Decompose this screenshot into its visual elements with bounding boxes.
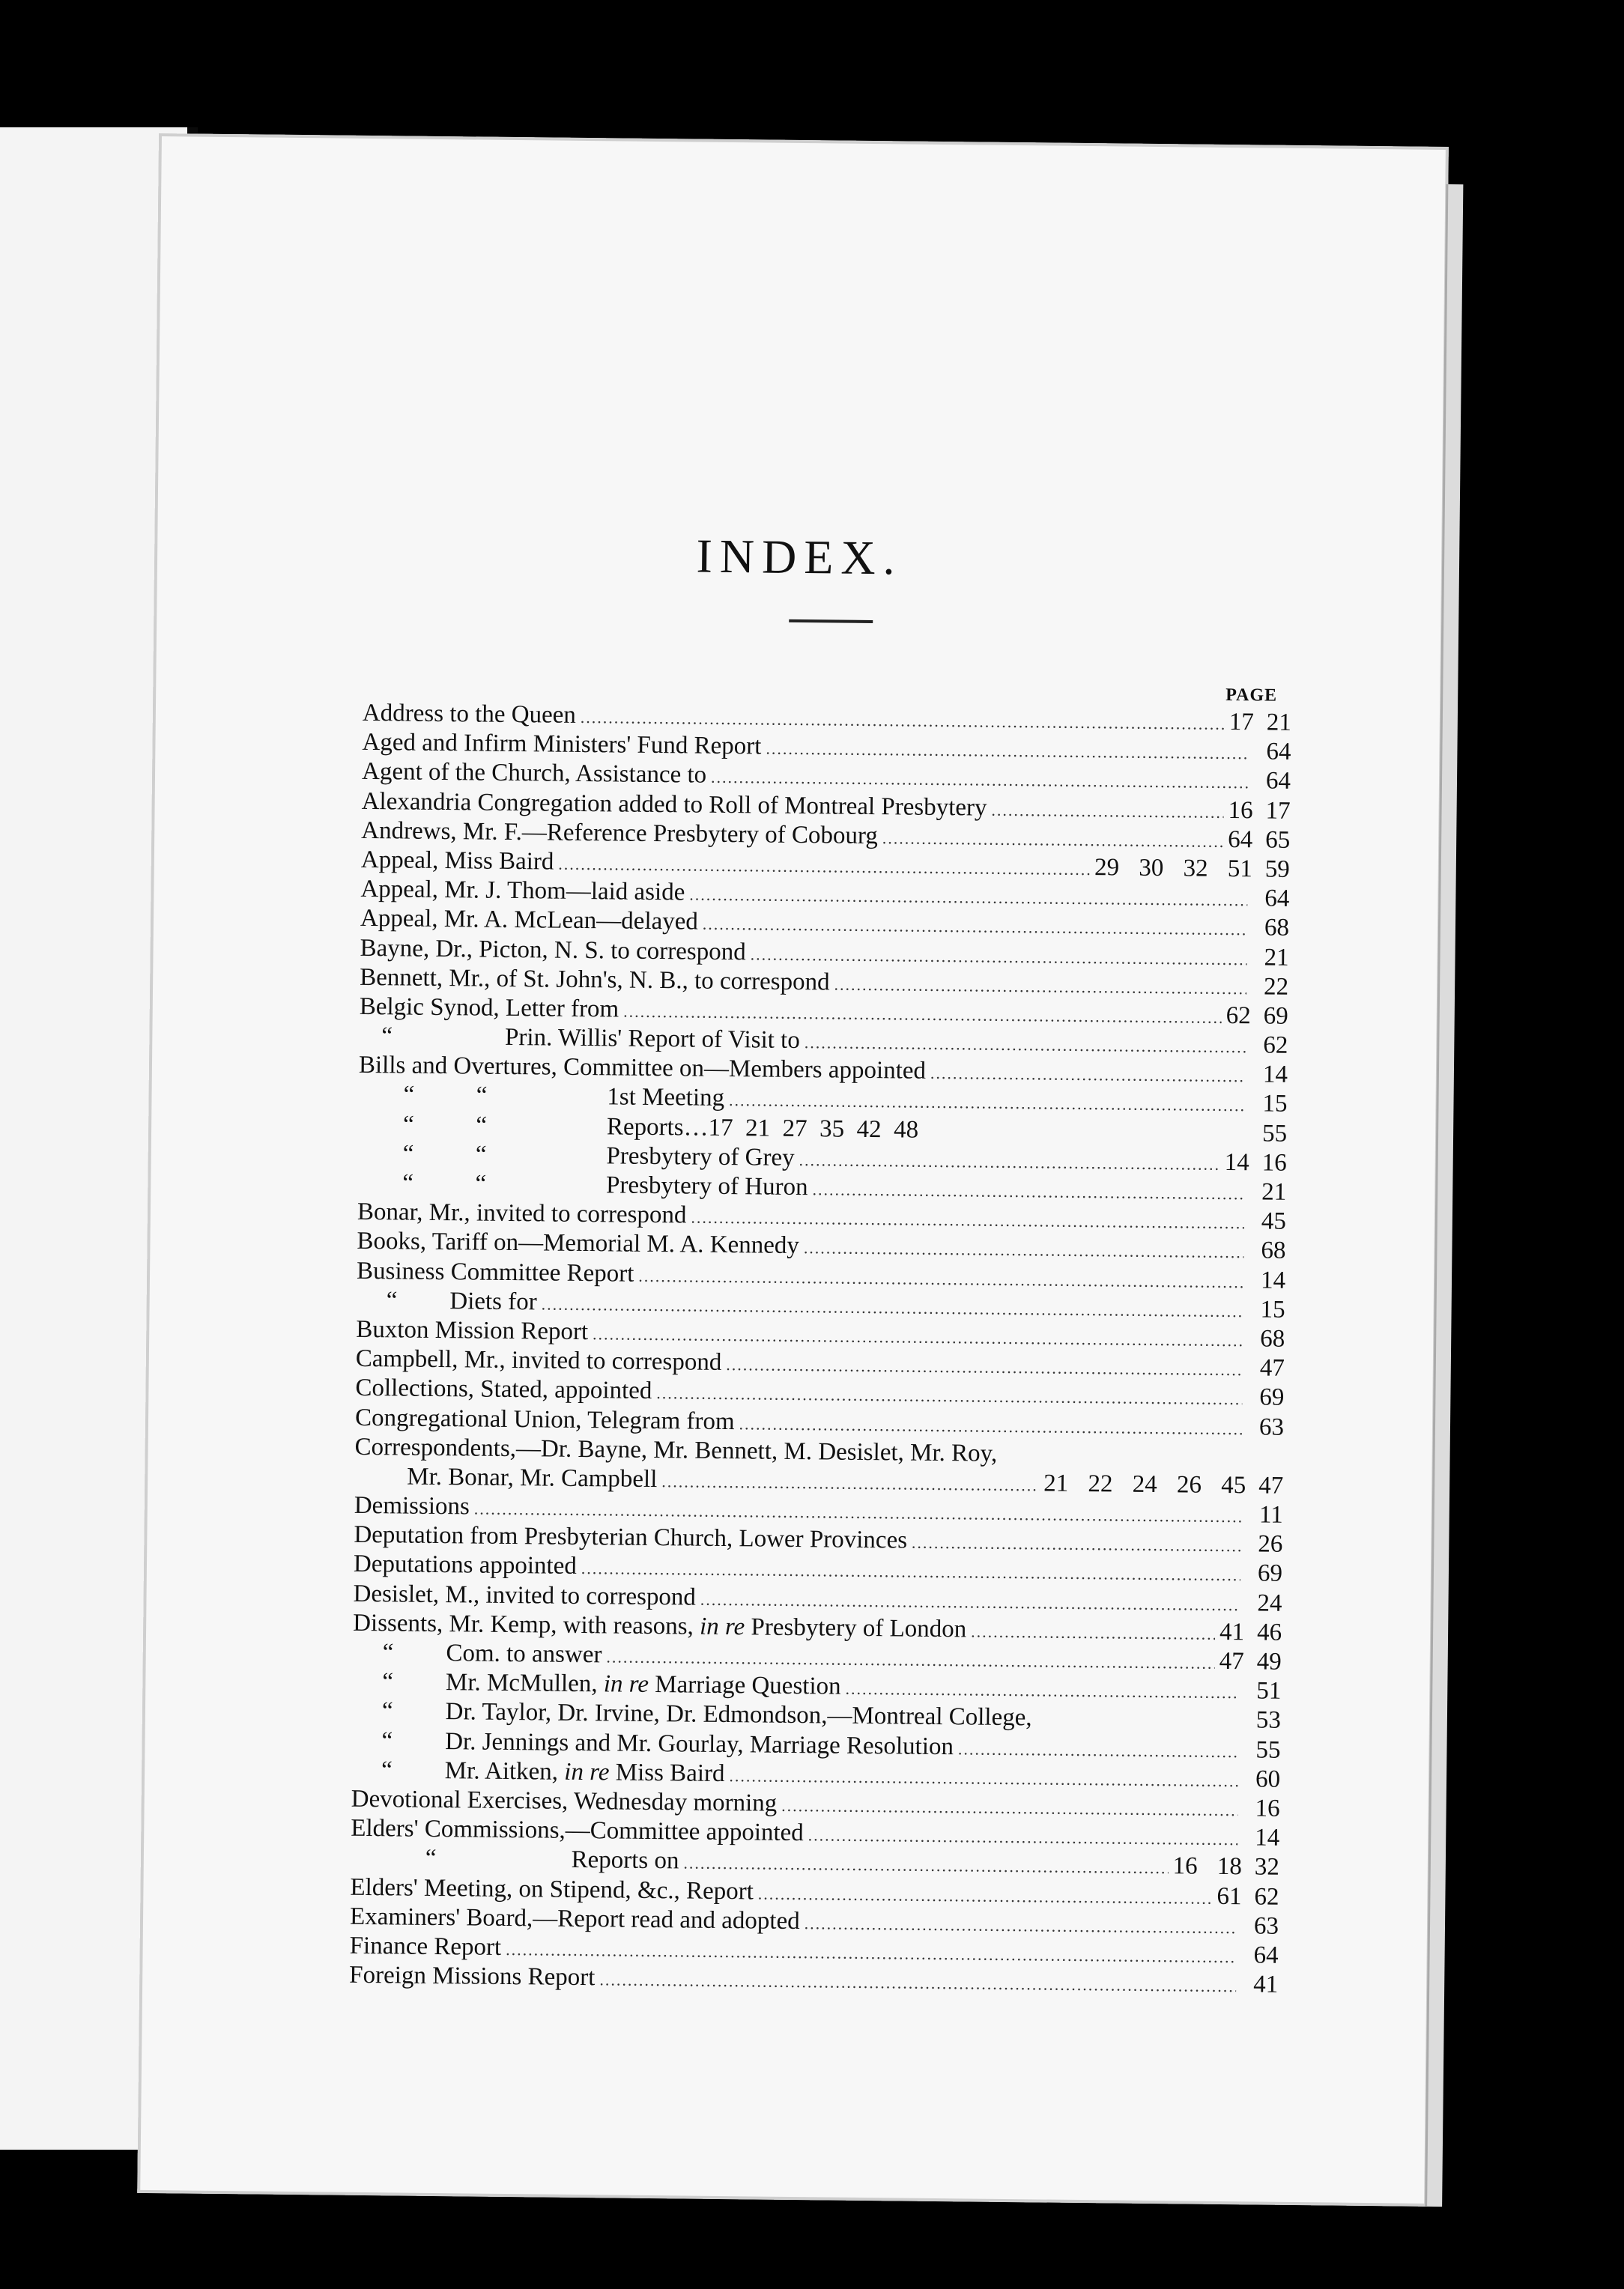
ditto-mark: “	[381, 1022, 393, 1050]
entry-label	[360, 904, 698, 937]
entry-page: 63	[1258, 1413, 1285, 1441]
entry-text: Appeal, Mr. A. McLean—delayed	[360, 905, 699, 936]
entry-text: 1st Meeting	[607, 1083, 725, 1112]
ditto-mark: “	[381, 1756, 393, 1784]
entry-text: Alexandria Congregation added to Roll of Montreal Presbytery	[361, 787, 987, 822]
entry-text: Dr. Jennings and Mr. Gourlay, Marriage Resolution	[445, 1727, 954, 1760]
entry-refs: 41	[1219, 1618, 1245, 1646]
entry-page: 14	[1260, 1267, 1286, 1294]
entry-page: 64	[1264, 885, 1290, 912]
entry-label	[363, 699, 576, 730]
ditto-mark: “ “	[402, 1140, 487, 1168]
entry-text: Mr. McMullen,	[445, 1669, 605, 1698]
entry-text: Prin. Willis' Report of Visit to	[504, 1023, 800, 1055]
entry-text: Mr. Aitken,	[444, 1756, 565, 1786]
entry-label	[362, 757, 706, 790]
entry-text: Foreign Missions Report	[349, 1961, 596, 1992]
ditto-mark: “	[386, 1287, 398, 1315]
entry-label	[505, 1023, 800, 1055]
ditto-mark: “	[381, 1726, 393, 1754]
entry-page: 14	[1255, 1824, 1280, 1852]
ditto-mark: “ “	[403, 1081, 488, 1110]
entry-italic: in re	[699, 1613, 745, 1641]
entry-text: Books, Tariff on—Memorial M. A. Kennedy	[357, 1228, 800, 1260]
entry-text: Reports on	[571, 1846, 679, 1875]
entry-page: 16	[1255, 1795, 1280, 1822]
ditto-mark: “	[381, 1697, 393, 1725]
entry-label	[354, 1550, 577, 1581]
entry-text: Congregational Union, Telegram from	[354, 1404, 735, 1435]
entry-text: Presbytery of Grey	[606, 1142, 795, 1171]
entry-label	[355, 1374, 652, 1406]
entry-label	[354, 1491, 470, 1522]
entry-label	[360, 992, 619, 1025]
entry-text: Correspondents,—Dr. Bayne, Mr. Bennett, M. Desislet, Mr. Roy,	[354, 1433, 998, 1467]
entry-page: 45	[1261, 1207, 1287, 1236]
entry-text: Com. to answer	[446, 1640, 602, 1669]
entry-page: 69	[1257, 1559, 1283, 1588]
entry-page: 59	[1264, 855, 1290, 883]
entry-text-cont: Presbytery of London	[745, 1613, 967, 1643]
entry-label	[349, 1932, 501, 1962]
entry-label	[350, 1902, 800, 1935]
entry-text: Presbytery of Huron	[605, 1171, 808, 1201]
entry-page: 15	[1260, 1296, 1285, 1324]
entry-label	[349, 1961, 596, 1993]
entry-text: Andrews, Mr. F.—Reference Presbytery of Cobourg	[361, 816, 879, 849]
entry-page: 64	[1253, 1941, 1279, 1969]
entry-page: 55	[1255, 1736, 1281, 1764]
entry-label	[351, 1785, 778, 1819]
entry-text: Mr. Bonar, Mr. Campbell	[407, 1463, 658, 1493]
entry-page: 17	[1265, 797, 1291, 825]
entry-page: 24	[1257, 1589, 1282, 1617]
entry-text-cont: Miss Baird	[609, 1759, 725, 1787]
index-entries	[349, 699, 1291, 2000]
entry-label	[357, 1227, 799, 1261]
entry-text: Elders' Meeting, on Stipend, &c., Report	[350, 1873, 754, 1905]
entry-page: 21	[1261, 1178, 1287, 1206]
entry-page: 46	[1256, 1619, 1282, 1646]
entry-text: Belgic Synod, Letter from	[359, 992, 619, 1023]
entry-page: 32	[1254, 1853, 1280, 1882]
entry-refs: 14	[1224, 1148, 1249, 1177]
entry-label	[360, 933, 745, 967]
entry-text: Collections, Stated, appointed	[355, 1374, 652, 1405]
entry-page: 65	[1265, 826, 1291, 854]
entry-label	[606, 1142, 794, 1173]
entry-refs: 21 22 24 26 45	[1043, 1470, 1246, 1500]
entry-label	[607, 1112, 919, 1145]
dot-leader	[599, 1965, 1236, 2001]
page-edge	[1425, 184, 1463, 2207]
entry-label	[351, 1814, 804, 1849]
entry-page: 21	[1266, 709, 1292, 736]
entry-text: Bayne, Dr., Picton, N. S. to correspond	[360, 934, 746, 965]
entry-text: Business Committee Report	[356, 1257, 634, 1288]
entry-text: Bills and Overtures, Committee on—Members appointed	[358, 1052, 927, 1085]
entry-refs: 29 30 32 51	[1094, 854, 1252, 883]
entry-label	[407, 1462, 658, 1494]
entry-text: Devotional Exercises, Wednesday morning	[351, 1785, 778, 1817]
entry-text: Aged and Infirm Ministers' Fund Report	[362, 729, 762, 760]
entry-page: 69	[1259, 1383, 1285, 1412]
ditto-mark: “ “	[402, 1111, 488, 1139]
entry-text-cont: Marriage Question	[648, 1671, 841, 1700]
index-page	[137, 133, 1449, 2207]
entry-text: Deputations appointed	[353, 1550, 578, 1580]
entry-page: 41	[1253, 1971, 1279, 1998]
entry-page	[1246, 1442, 1284, 1443]
entry-page: 51	[1256, 1677, 1282, 1705]
entry-label	[356, 1315, 588, 1347]
entry-page: 62	[1254, 1882, 1279, 1911]
entry-refs: 16 18	[1172, 1852, 1243, 1881]
entry-text: Examiners' Board,—Report read and adopted	[349, 1903, 800, 1935]
entry-text: Deputation from Presbyterian Church, Lower Provinces	[354, 1521, 908, 1554]
entry-label	[362, 728, 761, 762]
entry-text: Desislet, M., invited to correspond	[353, 1580, 697, 1611]
entry-italic: in re	[564, 1758, 610, 1786]
entry-text: Appeal, Miss Baird	[360, 846, 554, 876]
entry-page: 64	[1266, 738, 1291, 766]
entry-italic: in re	[603, 1670, 649, 1699]
ditto-mark: “	[382, 1668, 394, 1696]
entry-label	[357, 1198, 687, 1231]
entry-page: 21	[1264, 944, 1289, 971]
entry-refs: 61	[1217, 1882, 1242, 1910]
entry-page: 69	[1263, 1002, 1288, 1030]
entry-label	[446, 1668, 841, 1702]
entry-label	[571, 1846, 679, 1876]
entry-text: Elders' Commissions,—Committee appointed	[351, 1814, 804, 1847]
entry-text: Buxton Mission Report	[356, 1315, 589, 1346]
entry-text: Dr. Taylor, Dr. Irvine, Dr. Edmondson,—Montreal College,	[445, 1698, 1032, 1732]
entry-text: Diets for	[449, 1287, 537, 1316]
entry-page: 63	[1253, 1912, 1279, 1940]
dot-leader	[971, 1616, 1215, 1649]
ditto-mark: “	[382, 1639, 394, 1667]
ditto-mark: “	[425, 1845, 437, 1873]
entry-label	[356, 1344, 722, 1377]
entry-page: 14	[1262, 1061, 1288, 1089]
entry-refs: 17	[1228, 709, 1255, 736]
entry-text: Reports…17 21 27 35 42 48	[606, 1112, 919, 1144]
entry-refs: 47	[1219, 1647, 1244, 1676]
entry-page: 49	[1256, 1648, 1282, 1676]
entry-page: 60	[1255, 1765, 1281, 1793]
entry-refs: 64	[1228, 825, 1253, 854]
dot-leader	[991, 795, 1224, 826]
entry-text: Finance Report	[349, 1932, 502, 1961]
entry-page: 26	[1258, 1530, 1283, 1559]
entry-page: 64	[1265, 767, 1291, 795]
entry-page: 55	[1261, 1120, 1288, 1147]
page-column-label: PAGE	[1225, 685, 1278, 706]
entry-page: 47	[1258, 1472, 1284, 1500]
entry-page: 22	[1263, 973, 1289, 1001]
entry-text: Bennett, Mr., of St. John's, N. B., to correspond	[360, 963, 830, 996]
entry-refs: 62	[1225, 1001, 1251, 1030]
entry-label	[353, 1579, 696, 1612]
entry-label	[357, 1256, 634, 1288]
entry-text: Appeal, Mr. J. Thom—laid aside	[360, 876, 685, 906]
entry-text: Address to the Queen	[362, 699, 577, 729]
entry-text: Bonar, Mr., invited to correspond	[357, 1198, 687, 1229]
entry-label	[606, 1171, 808, 1202]
entry-label	[350, 1873, 754, 1906]
entry-page: 68	[1264, 914, 1290, 942]
entry-page: 16	[1261, 1149, 1287, 1177]
entry-label	[446, 1639, 602, 1670]
entry-page: 53	[1255, 1706, 1282, 1735]
entry-label	[607, 1083, 724, 1114]
entry-refs: 16	[1228, 796, 1253, 824]
ditto-mark: “ “	[402, 1169, 487, 1198]
entry-label	[360, 875, 685, 908]
dot-leader	[958, 1734, 1239, 1766]
entry-label	[360, 963, 830, 998]
entry-label	[449, 1287, 537, 1317]
entry-page: 47	[1259, 1354, 1285, 1382]
entry-page: 11	[1258, 1501, 1283, 1529]
entry-text: Dissents, Mr. Kemp, with reasons,	[353, 1609, 700, 1640]
entry-label	[445, 1756, 725, 1789]
entry-page: 68	[1260, 1325, 1285, 1353]
entry-text: Campbell, Mr., invited to correspond	[355, 1344, 722, 1377]
page-title: INDEX.	[696, 529, 903, 585]
entry-page: 15	[1262, 1090, 1288, 1118]
title-rule	[789, 619, 873, 623]
entry-text: Demissions	[354, 1491, 470, 1521]
entry-label	[361, 846, 554, 877]
entry-label	[355, 1403, 735, 1437]
entry-text: Agent of the Church, Assistance to	[361, 758, 707, 789]
entry-page: 68	[1261, 1237, 1286, 1265]
entry-page: 62	[1263, 1031, 1288, 1059]
